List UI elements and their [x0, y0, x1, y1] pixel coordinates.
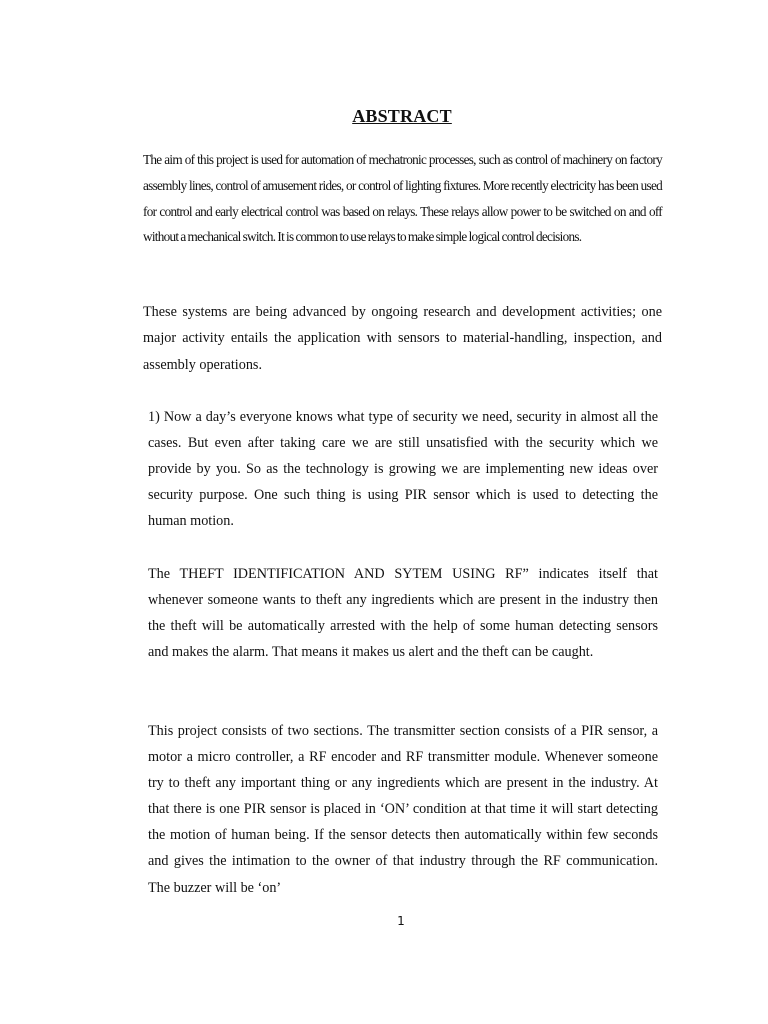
paragraph-security-need: 1) Now a day’s everyone knows what type of security we need, security in almost all the cases. But even after taking care we are still unsatisfied with the security which we provide by you. So as the technology is growing we are implementing new ideas over security purpose. One such thing is using PIR sensor which is used to detecting the human motion.: [148, 409, 658, 530]
abstract-heading: ABSTRACT: [352, 106, 452, 126]
page-number: 1: [397, 914, 405, 928]
paragraph-project-sections: This project consists of two sections. The transmitter section consists of a PIR sensor, a motor a micro controller, a RF encoder and RF transmitter module. Whenever someone try to theft any important thing or any ingredients which are present in the industry. At that there is one PIR sensor is placed in ‘ON’ condition at that time it will start detecting the motion of human being. If the sensor detects then automatically within few seconds and gives the intimation to the owner of that industry through the RF communication. The buzzer will be ‘on’: [148, 723, 658, 896]
paragraph-automation-intro: The aim of this project is used for automation of mechatronic processes, such as control of machinery on factory assembly lines, control of amusement rides, or control of lighting fixtures. More recently electricity has been used for control and early electrical control was based on relays. These relays allow power to be switched on and off without a mechanical switch. It is common to use relays to make simple logical control decisions.: [143, 152, 662, 245]
paragraph-theft-identification: The THEFT IDENTIFICATION AND SYTEM USING RF” indicates itself that whenever someone wants to theft any ingredients which are present in the industry then the theft will be automatically arrested with the help of some human detecting sensors and makes the alarm. That means it makes us alert and the theft can be caught.: [148, 566, 658, 661]
paragraph-research-activities: These systems are being advanced by ongoing research and development activities; one major activity entails the application with sensors to material-handling, inspection, and assembly operations.: [143, 304, 662, 373]
